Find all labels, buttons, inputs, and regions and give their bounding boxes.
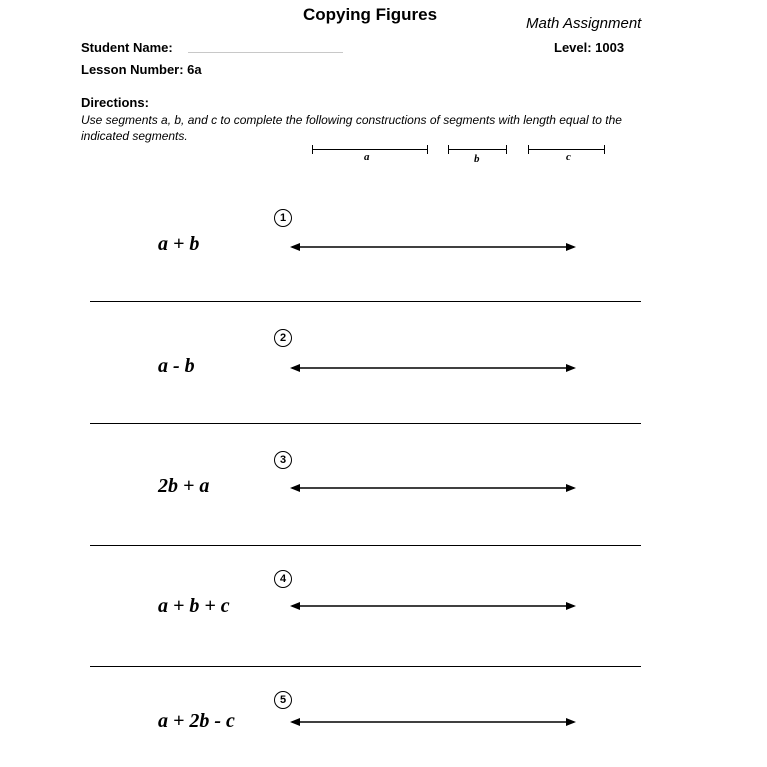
divider [90, 666, 641, 667]
problem-2-number: 2 [274, 329, 292, 347]
problem-5-line[interactable] [290, 716, 576, 728]
segment-a-label: a [364, 151, 370, 163]
divider [90, 545, 641, 546]
student-name-label: Student Name: [81, 40, 173, 55]
problem-3-number: 3 [274, 451, 292, 469]
segment-a [312, 145, 428, 154]
divider [90, 423, 641, 424]
segment-b-label: b [474, 153, 480, 165]
divider [90, 301, 641, 302]
lesson-number-label: Lesson Number: 6a [81, 62, 202, 77]
problem-1-expression: a + b [158, 233, 200, 255]
student-name-field[interactable] [188, 52, 343, 53]
problem-3-line[interactable] [290, 482, 576, 494]
page-title: Copying Figures [302, 5, 438, 24]
problem-2-line[interactable] [290, 362, 576, 374]
level-label: Level: 1003 [554, 40, 625, 55]
problem-4-number: 4 [274, 570, 292, 588]
directions-text: Use segments a, b, and c to complete the following constructions of segments with length equal to the indicated segments. [81, 113, 622, 143]
problem-4-line[interactable] [290, 600, 576, 612]
problem-4-expression: a + b + c [158, 595, 230, 617]
directions-heading: Directions: [81, 95, 149, 110]
problem-5-number: 5 [274, 691, 292, 709]
problem-1-number: 1 [274, 209, 292, 227]
problem-2-expression: a - b [158, 355, 195, 377]
assignment-label: Math Assignment [526, 15, 642, 32]
problem-3-expression: 2b + a [158, 475, 210, 497]
problem-1-line[interactable] [290, 241, 576, 253]
problem-5-expression: a + 2b - c [158, 710, 235, 732]
segment-c-label: c [566, 151, 571, 163]
